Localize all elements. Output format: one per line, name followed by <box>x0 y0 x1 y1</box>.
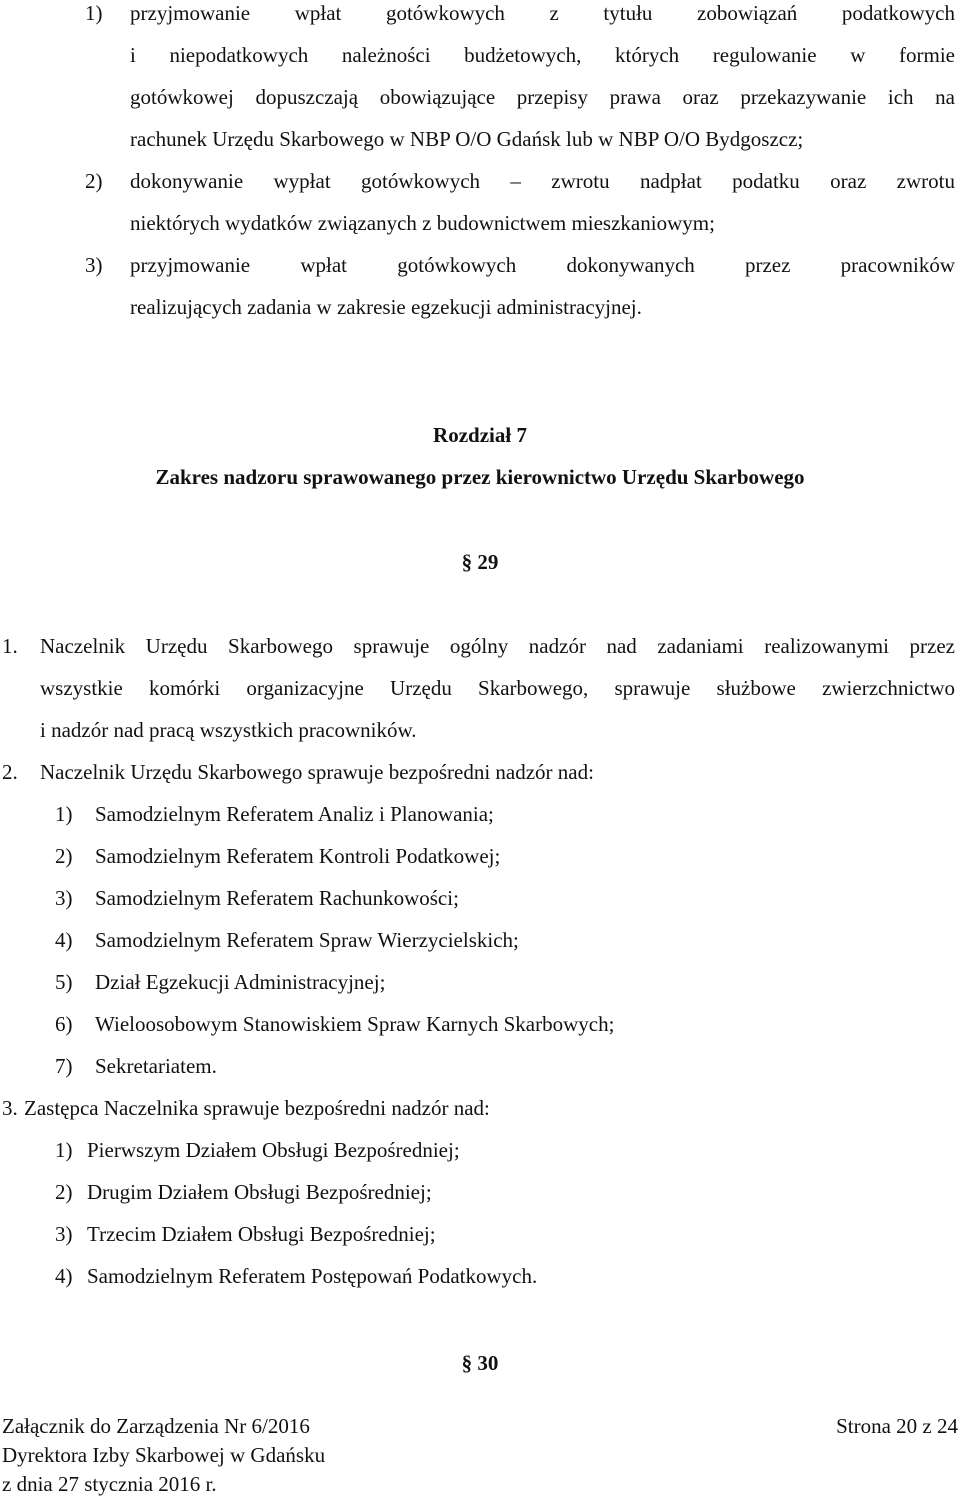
list-item-text: Sekretariatem. <box>95 1054 217 1078</box>
list-item-number: 2) <box>55 1180 73 1204</box>
list-item-text-line: realizujących zadania w zakresie egzekucji administracyjnej. <box>130 295 642 319</box>
list-item-number: 1) <box>55 1138 73 1162</box>
paragraph-text-line: i nadzór nad pracą wszystkich pracowników. <box>40 718 417 742</box>
list-item-number: 3) <box>55 1222 73 1246</box>
paragraph-text-line: Naczelnik Urzędu Skarbowego sprawuje ogólny nadzór nad zadaniami realizowanymi przez <box>40 634 955 658</box>
list-item-number: 5) <box>55 970 73 994</box>
footer-page-number: Strona 20 z 24 <box>836 1414 958 1438</box>
list-item-text-line: niektórych wydatków związanych z budownictwem mieszkaniowym; <box>130 211 715 235</box>
list-item-number: 3) <box>55 886 73 910</box>
list-item-number: 1) <box>85 1 103 25</box>
footer-issuer-line: Dyrektora Izby Skarbowej w Gdańsku <box>2 1443 326 1467</box>
list-item-text-line: gotówkowej dopuszczają obowiązujące przepisy prawa oraz przekazywanie ich na <box>130 85 955 109</box>
list-item-number: 6) <box>55 1012 73 1036</box>
section-label: § 30 <box>461 1351 499 1375</box>
section-label: § 29 <box>461 550 499 574</box>
footer-date-line: z dnia 27 stycznia 2016 r. <box>2 1472 217 1496</box>
list-item-text: Drugim Działem Obsługi Bezpośredniej; <box>87 1180 432 1204</box>
list-item-number: 7) <box>55 1054 73 1078</box>
list-item-text-line: rachunek Urzędu Skarbowego w NBP O/O Gdańsk lub w NBP O/O Bydgoszcz; <box>130 127 804 151</box>
paragraph-text-line: Zastępca Naczelnika sprawuje bezpośredni nadzór nad: <box>24 1096 490 1120</box>
paragraph-number: 3. <box>2 1096 18 1120</box>
list-item-text-line: przyjmowanie wpłat gotówkowych z tytułu zobowiązań podatkowych <box>130 1 955 25</box>
chapter-subtitle: Zakres nadzoru sprawowanego przez kierownictwo Urzędu Skarbowego <box>155 465 805 489</box>
paragraph-number: 2. <box>2 760 18 784</box>
paragraph-text-line: wszystkie komórki organizacyjne Urzędu Skarbowego, sprawuje służbowe zwierzchnictwo <box>40 676 955 700</box>
list-item-text-line: i niepodatkowych należności budżetowych, których regulowanie w formie <box>130 43 955 67</box>
list-item-text: Samodzielnym Referatem Rachunkowości; <box>95 886 459 910</box>
paragraph-text-line: Naczelnik Urzędu Skarbowego sprawuje bezpośredni nadzór nad: <box>40 760 594 784</box>
list-item-text: Wieloosobowym Stanowiskiem Spraw Karnych Skarbowych; <box>95 1012 615 1036</box>
list-item-number: 3) <box>85 253 103 277</box>
footer-annex-line: Załącznik do Zarządzenia Nr 6/2016 <box>2 1414 310 1438</box>
list-item-text: Trzecim Działem Obsługi Bezpośredniej; <box>87 1222 436 1246</box>
list-item-text: Samodzielnym Referatem Postępowań Podatkowych. <box>87 1264 538 1288</box>
chapter-title: Rozdział 7 <box>433 423 527 447</box>
list-item-text: Pierwszym Działem Obsługi Bezpośredniej; <box>87 1138 460 1162</box>
list-item-text: Dział Egzekucji Administracyjnej; <box>95 970 386 994</box>
list-item-text-line: dokonywanie wypłat gotówkowych – zwrotu nadpłat podatku oraz zwrotu <box>130 169 955 193</box>
list-item-text-line: przyjmowanie wpłat gotówkowych dokonywanych przez pracowników <box>130 253 955 277</box>
paragraph-number: 1. <box>2 634 18 658</box>
list-item-number: 2) <box>55 844 73 868</box>
list-item-number: 4) <box>55 928 73 952</box>
list-item-text: Samodzielnym Referatem Kontroli Podatkowej; <box>95 844 501 868</box>
list-item-number: 2) <box>85 169 103 193</box>
list-item-text: Samodzielnym Referatem Spraw Wierzycielskich; <box>95 928 519 952</box>
list-item-number: 1) <box>55 802 73 826</box>
list-item-number: 4) <box>55 1264 73 1288</box>
list-item-text: Samodzielnym Referatem Analiz i Planowania; <box>95 802 494 826</box>
